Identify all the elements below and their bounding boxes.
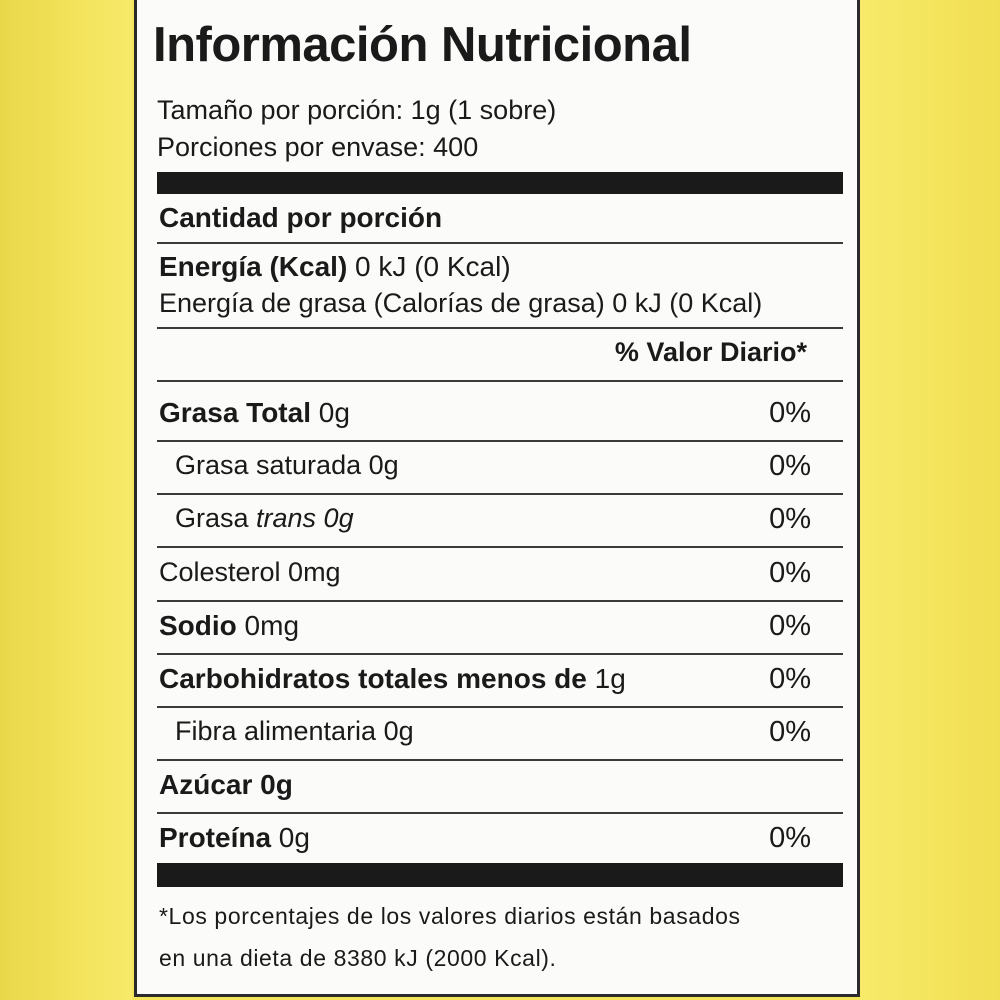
protein-dv: 0% bbox=[769, 822, 811, 854]
divider bbox=[157, 242, 843, 244]
total-fat-dv: 0% bbox=[769, 397, 811, 429]
energy-value: 0 kJ (0 Kcal) bbox=[347, 251, 511, 282]
divider bbox=[157, 759, 843, 761]
trans-fat-dv: 0% bbox=[769, 503, 811, 535]
footnote-line-1: *Los porcentajes de los valores diarios están basados bbox=[159, 903, 741, 929]
protein-row bbox=[159, 822, 310, 854]
divider bbox=[157, 380, 843, 382]
serving-size: Tamaño por porción: 1g (1 sobre) bbox=[157, 95, 557, 125]
sodium-dv: 0% bbox=[769, 610, 811, 642]
divider bbox=[157, 600, 843, 602]
carbs-amount: 1g bbox=[586, 663, 626, 694]
divider bbox=[157, 440, 843, 442]
thick-divider-bottom bbox=[157, 863, 843, 887]
total-fat-row bbox=[159, 397, 350, 429]
divider bbox=[157, 327, 843, 329]
total-fat-amount: 0g bbox=[310, 397, 350, 428]
trans-fat-row bbox=[175, 503, 354, 534]
sugar-label: Azúcar 0g bbox=[159, 769, 293, 800]
sodium-row bbox=[159, 610, 299, 642]
divider bbox=[157, 546, 843, 548]
amount-per-serving: Cantidad por porción bbox=[159, 202, 443, 233]
fiber-label: Fibra alimentaria 0g bbox=[175, 716, 414, 746]
footnote-line-2: en una dieta de 8380 kJ (2000 Kcal). bbox=[159, 945, 557, 971]
daily-value-header: % Valor Diario* bbox=[614, 337, 807, 367]
carbs-row bbox=[159, 663, 626, 695]
saturated-fat-dv: 0% bbox=[769, 450, 811, 482]
trans-fat-label: Grasa bbox=[175, 503, 257, 533]
nutrition-facts-label bbox=[134, 0, 860, 997]
energy-fat-row: Energía de grasa (Calorías de grasa) 0 kJ (0 Kcal) bbox=[159, 288, 763, 318]
cholesterol-dv: 0% bbox=[769, 557, 811, 589]
fiber-dv: 0% bbox=[769, 716, 811, 748]
total-fat-label: Grasa Total bbox=[159, 397, 311, 428]
cholesterol-label: Colesterol 0mg bbox=[159, 557, 341, 587]
carbs-label: Carbohidratos totales menos de bbox=[159, 663, 587, 694]
divider bbox=[157, 812, 843, 814]
energy-row bbox=[159, 251, 511, 283]
package-background-right bbox=[860, 0, 1000, 1000]
label-title: Información Nutricional bbox=[153, 18, 692, 72]
servings-per-container: Porciones por envase: 400 bbox=[157, 132, 479, 162]
thick-divider-top bbox=[157, 172, 843, 194]
package-background-left bbox=[0, 0, 132, 1000]
energy-label: Energía (Kcal) bbox=[159, 251, 348, 282]
trans-fat-italic: trans 0g bbox=[256, 503, 354, 533]
protein-amount: 0g bbox=[271, 822, 310, 853]
sodium-amount: 0mg bbox=[236, 610, 300, 641]
sodium-label: Sodio bbox=[159, 610, 237, 641]
divider bbox=[157, 653, 843, 655]
protein-label: Proteína bbox=[159, 822, 272, 853]
carbs-dv: 0% bbox=[769, 663, 811, 695]
divider bbox=[157, 706, 843, 708]
saturated-fat-label: Grasa saturada 0g bbox=[175, 450, 399, 480]
divider bbox=[157, 493, 843, 495]
